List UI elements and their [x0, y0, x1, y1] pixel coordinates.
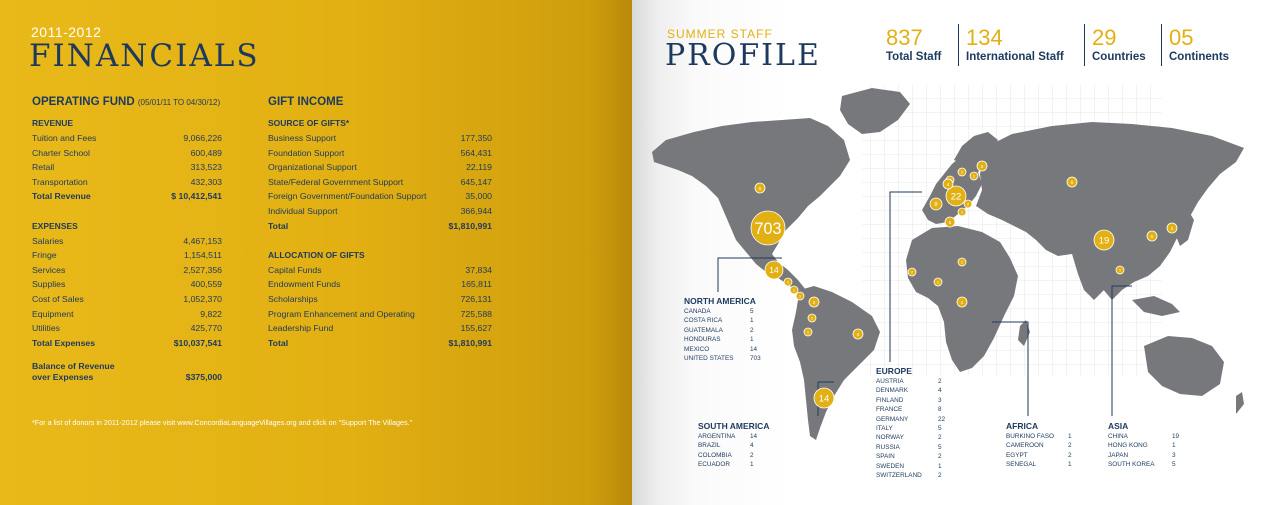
gift-source-value: 645,147: [460, 176, 492, 187]
staff-marker: [930, 198, 942, 210]
staff-marker-label: 1: [786, 279, 790, 285]
staff-marker: [1167, 223, 1177, 233]
gift-allocation-row: [268, 263, 492, 278]
country-count: 2: [938, 453, 942, 461]
expense-value: 425,770: [190, 323, 222, 334]
country-count: 2: [938, 378, 942, 385]
gift-source-value: 22,119: [466, 162, 492, 173]
gift-source-label: Foreign Government/Foundation Support: [268, 191, 427, 202]
gift-source-label: Business Support: [268, 133, 337, 143]
revenue-row: [32, 175, 222, 190]
staff-marker: [804, 328, 812, 336]
staff-marker-label: 1: [798, 293, 802, 299]
country-name: AUSTRIA: [876, 378, 904, 385]
gift-source-value: 564,431: [460, 147, 492, 158]
country-name: GUATEMALA: [684, 326, 723, 334]
revenue-value: 313,523: [190, 162, 222, 173]
expense-value: 9,822: [200, 308, 222, 319]
country-row: [684, 354, 761, 363]
gift-source-label: Organizational Support: [268, 162, 357, 173]
staff-marker: [814, 388, 834, 408]
gift-source-row: [268, 189, 492, 204]
source-total-value: $1,810,991: [448, 220, 492, 231]
staff-marker-label: 2: [810, 315, 814, 321]
staff-marker: [765, 261, 783, 279]
country-name: CANADA: [684, 308, 711, 315]
gift-allocation-value: 726,131: [460, 293, 492, 304]
country-count: 2: [1068, 442, 1072, 450]
staff-marker-label: 2: [966, 201, 970, 207]
expense-value: 4,467,153: [183, 235, 222, 246]
total-expenses-value: $10,037,541: [173, 337, 222, 348]
country-name: MEXICO: [684, 345, 710, 353]
balance-label-line1: Balance of Revenue: [32, 361, 115, 372]
gift-income-title: GIFT INCOME: [268, 96, 344, 108]
region-europe: [876, 365, 950, 480]
stat-label: Countries: [1092, 51, 1146, 63]
country-count: 8: [938, 406, 942, 414]
revenue-value: 432,303: [190, 176, 222, 187]
staff-marker-label: 4: [946, 182, 950, 188]
staff-marker-label: 14: [818, 393, 830, 405]
country-name: BRAZIL: [698, 442, 721, 450]
gift-source-value: 35,000: [465, 191, 492, 202]
country-row: [698, 460, 776, 469]
staff-marker-label: 14: [769, 265, 779, 276]
gift-source-row: [268, 146, 492, 161]
staff-marker: [809, 297, 819, 307]
financials-year: 2011-2012: [31, 24, 102, 40]
staff-marker: [958, 258, 966, 266]
region-title: AFRICA: [1006, 421, 1039, 431]
country-name: RUSSIA: [876, 443, 900, 451]
country-count: 1: [750, 461, 754, 469]
allocation-total-value: $1,810,991: [448, 337, 492, 348]
country-count: 703: [750, 354, 761, 362]
staff-marker-label: 4: [856, 332, 860, 338]
country-name: EGYPT: [1006, 451, 1028, 459]
country-count: 14: [750, 345, 758, 353]
gift-source-row: [268, 204, 492, 219]
country-row: [698, 451, 776, 460]
staff-marker-label: 1: [1118, 267, 1122, 273]
total-revenue-row: [32, 189, 222, 204]
staff-marker-label: 2: [960, 209, 964, 215]
gift-allocation-row: [268, 292, 492, 307]
country-row: [684, 345, 758, 354]
staff-marker: [934, 278, 942, 286]
stat-label: Total Staff: [886, 51, 942, 63]
operating-fund-title: OPERATING FUND: [32, 96, 135, 108]
country-row: [876, 405, 950, 414]
country-count: 2: [750, 326, 754, 334]
staff-marker-label: 1: [792, 287, 796, 293]
allocation-heading: ALLOCATION OF GIFTS: [268, 249, 365, 260]
source-rows: [268, 131, 492, 219]
country-name: UNITED STATES: [684, 354, 734, 362]
staff-marker-label: 3: [1170, 226, 1174, 232]
country-count: 19: [1172, 433, 1180, 440]
gift-source-row: [268, 175, 492, 190]
country-row: [1108, 460, 1180, 469]
expense-label: Equipment: [32, 308, 74, 319]
staff-marker-label: 2: [910, 269, 914, 275]
country-row: [876, 396, 950, 405]
country-count: 1: [1068, 461, 1072, 469]
country-count: 3: [1172, 451, 1176, 459]
country-name: SWEDEN: [876, 462, 905, 470]
staff-marker: [755, 183, 765, 193]
country-name: SWITZERLAND: [876, 471, 922, 479]
australia-shape: [1144, 336, 1224, 396]
country-name: HONDURAS: [684, 336, 721, 344]
expense-value: 2,527,356: [183, 264, 222, 275]
staff-marker: [1067, 177, 1077, 187]
expense-row: [32, 248, 222, 263]
expense-rows: [32, 234, 222, 336]
country-count: 5: [750, 308, 754, 315]
country-count: 2: [938, 471, 942, 479]
country-count: 1: [1068, 433, 1072, 440]
country-count: 4: [938, 387, 942, 395]
region-asia: [1108, 420, 1180, 470]
country-row: [684, 335, 758, 344]
expense-row: [32, 234, 222, 249]
allocation-total-row: [268, 336, 492, 351]
country-row: [1006, 432, 1078, 441]
country-name: NORWAY: [876, 434, 904, 442]
stat-number: 134: [966, 25, 1003, 50]
staff-marker: [853, 329, 863, 339]
expense-label: Utilities: [32, 323, 60, 334]
country-count: 1: [938, 462, 942, 470]
stat-number: 29: [1092, 25, 1117, 50]
expense-value: 400,559: [190, 279, 222, 290]
country-name: ARGENTINA: [698, 433, 736, 440]
country-count: 5: [938, 424, 942, 432]
country-row: [1108, 441, 1180, 450]
revenue-row: [32, 146, 222, 161]
country-name: GERMANY: [876, 415, 909, 423]
gift-allocation-row: [268, 321, 492, 336]
country-count: 2: [1068, 451, 1072, 459]
staff-marker-label: 5: [1150, 234, 1154, 240]
country-row: [1108, 451, 1180, 460]
country-name: ECUADOR: [698, 461, 730, 469]
country-count: 1: [750, 317, 754, 325]
staff-marker-label: 1: [960, 300, 964, 306]
staff-marker-label: 1: [806, 329, 810, 335]
gift-allocation-label: Leadership Fund: [268, 323, 334, 334]
country-name: ITALY: [876, 424, 893, 432]
profile-kicker: SUMMER STAFF: [667, 27, 773, 41]
country-row: [876, 452, 950, 461]
expense-row: [32, 321, 222, 336]
allocation-rows: [268, 263, 492, 336]
staff-marker: [908, 268, 916, 276]
country-row: [1006, 451, 1078, 460]
revenue-value: 9,066,226: [183, 133, 222, 143]
country-count: 1: [750, 336, 754, 344]
country-name: COLOMBIA: [698, 451, 732, 459]
country-row: [876, 471, 950, 480]
region-north-america: [684, 295, 761, 363]
country-name: CHINA: [1108, 433, 1128, 440]
revenue-row: [32, 160, 222, 175]
financials-title: FINANCIALS: [29, 38, 260, 74]
balance-row: [32, 361, 222, 383]
gift-source-value: 366,944: [460, 205, 492, 216]
country-count: 2: [750, 451, 754, 459]
staff-marker-label: 5: [1070, 180, 1074, 186]
staff-marker: [784, 278, 792, 286]
expenses-heading: EXPENSES: [32, 220, 78, 231]
country-name: DENMARK: [876, 387, 908, 395]
operating-fund-column: [32, 95, 222, 383]
staff-marker: [964, 200, 972, 208]
revenue-heading: REVENUE: [32, 118, 74, 128]
country-row: [698, 432, 776, 441]
country-count: 2: [938, 434, 942, 442]
country-count: 14: [750, 433, 758, 440]
gift-allocation-value: 155,627: [460, 323, 492, 334]
staff-marker: [751, 211, 785, 245]
country-count: 4: [750, 442, 754, 450]
country-name: FRANCE: [876, 406, 903, 414]
expense-row: [32, 307, 222, 322]
profile-title: PROFILE: [665, 38, 821, 73]
country-count: 1: [1172, 442, 1176, 450]
expense-value: 1,052,370: [183, 293, 222, 304]
country-count: 22: [938, 415, 946, 423]
staff-marker-label: 703: [754, 220, 782, 239]
country-row: [876, 424, 950, 433]
country-row: [876, 377, 950, 386]
revenue-value: 600,489: [190, 147, 222, 158]
source-total-row: [268, 219, 492, 234]
staff-marker-label: 22: [950, 191, 962, 203]
expense-label: Supplies: [32, 279, 66, 290]
region-africa: [1006, 420, 1078, 470]
staff-marker-label: 3: [980, 164, 984, 170]
staff-marker-label: 8: [934, 202, 938, 209]
region-title: SOUTH AMERICA: [698, 421, 770, 431]
gift-allocation-label: Scholarships: [268, 293, 318, 304]
country-row: [698, 441, 776, 450]
revenue-label: Transportation: [32, 176, 88, 187]
gift-allocation-value: 725,588: [460, 308, 492, 319]
region-south-america: [698, 420, 776, 470]
revenue-rows: [32, 131, 222, 189]
gift-allocation-label: Capital Funds: [268, 264, 322, 275]
country-count: 3: [938, 396, 942, 404]
region-title: NORTH AMERICA: [684, 296, 756, 306]
country-row: [1006, 441, 1078, 450]
gift-source-label: State/Federal Government Support: [268, 176, 404, 187]
country-row: [684, 316, 758, 325]
new-zealand-shape: [1236, 392, 1244, 414]
staff-marker: [977, 161, 987, 171]
expense-row: [32, 292, 222, 307]
country-name: CAMEROON: [1006, 442, 1044, 450]
allocation-total-label: Total: [268, 337, 289, 348]
gift-allocation-row: [268, 277, 492, 292]
country-name: COSTA RICA: [684, 317, 723, 325]
balance-label: [32, 361, 115, 383]
stat-label: International Staff: [966, 51, 1064, 63]
staff-marker: [970, 172, 978, 180]
expense-label: Cost of Sales: [32, 293, 84, 304]
gift-allocation-label: Endowment Funds: [268, 279, 341, 290]
country-row: [876, 443, 950, 452]
balance-label-line2: over Expenses: [32, 372, 94, 383]
staff-marker-label: 1: [972, 173, 976, 179]
total-expenses-label: Total Expenses: [32, 337, 96, 348]
country-count: 5: [938, 443, 942, 451]
expense-row: [32, 277, 222, 292]
country-name: SENEGAL: [1006, 461, 1037, 469]
gift-allocation-value: 37,834: [465, 264, 492, 275]
staff-marker-label: 2: [812, 300, 816, 306]
staff-marker-label: 19: [1098, 235, 1110, 247]
staff-marker-label: 2: [960, 259, 964, 265]
stat-number: 837: [886, 25, 923, 50]
staff-marker-label: 5: [948, 220, 952, 226]
revenue-label: Charter School: [32, 147, 90, 158]
country-name: BURKINO FASO: [1006, 433, 1054, 440]
country-name: SPAIN: [876, 453, 895, 461]
stat-label: Continents: [1169, 51, 1230, 63]
staff-profile-page: [632, 0, 1264, 505]
staff-marker: [958, 208, 966, 216]
staff-marker: [945, 217, 955, 227]
staff-marker: [943, 179, 953, 189]
country-name: SOUTH KOREA: [1108, 461, 1155, 469]
country-row: [876, 433, 950, 442]
gift-allocation-label: Program Enhancement and Operating: [268, 308, 415, 319]
stat-number: 05: [1169, 25, 1194, 50]
expense-label: Fringe: [32, 250, 57, 261]
revenue-label: Retail: [32, 162, 55, 173]
gift-source-row: [268, 131, 492, 146]
country-row: [876, 386, 950, 395]
total-revenue-label: Total Revenue: [32, 191, 91, 202]
expense-row: [32, 263, 222, 278]
gift-allocation-value: 165,811: [461, 279, 492, 290]
north-america-shape: [652, 118, 850, 299]
staff-marker: [1116, 266, 1124, 274]
total-expenses-row: [32, 336, 222, 351]
staff-marker-label: 5: [758, 186, 762, 192]
staff-marker: [1094, 230, 1114, 250]
country-row: [876, 415, 950, 424]
staff-marker: [958, 168, 966, 176]
gift-source-label: Foundation Support: [268, 147, 345, 158]
operating-fund-heading: [32, 95, 222, 116]
country-name: FINLAND: [876, 396, 904, 404]
country-name: HONG KONG: [1108, 442, 1148, 450]
country-row: [684, 326, 758, 335]
country-row: [1108, 432, 1180, 441]
gift-income-column: [268, 95, 492, 350]
region-title: EUROPE: [876, 366, 912, 376]
country-row: [684, 307, 758, 316]
total-revenue-value: $ 10,412,541: [171, 191, 222, 202]
country-count: 5: [1172, 461, 1176, 469]
revenue-label: Tuition and Fees: [32, 133, 97, 143]
operating-fund-period: (05/01/11 TO 04/30/12): [137, 98, 221, 107]
staff-marker: [957, 297, 967, 307]
country-name: JAPAN: [1108, 451, 1129, 459]
staff-marker: [796, 292, 804, 300]
country-row: [1006, 460, 1078, 469]
expense-label: Salaries: [32, 235, 64, 246]
source-of-gifts-heading: SOURCE OF GIFTS*: [268, 118, 350, 128]
staff-marker-label: 2: [960, 169, 964, 175]
gift-allocation-row: [268, 307, 492, 322]
donor-footnote: *For a list of donors in 2011-2012 please visit www.ConcordiaLanguageVillages.org and click on "Support The Villages.": [32, 418, 413, 427]
gift-source-row: [268, 160, 492, 175]
gift-source-value: 177,350: [460, 133, 492, 143]
expense-label: Services: [32, 264, 66, 275]
gift-source-label: Individual Support: [268, 205, 338, 216]
country-row: [876, 462, 950, 471]
staff-marker-label: 1: [936, 279, 940, 285]
region-title: ASIA: [1108, 421, 1129, 431]
expense-value: 1,154,511: [183, 250, 222, 261]
staff-marker: [790, 286, 798, 294]
balance-value: $375,000: [185, 372, 222, 383]
source-total-label: Total: [268, 220, 289, 231]
revenue-row: [32, 131, 222, 146]
staff-marker: [808, 314, 816, 322]
staff-marker: [1147, 231, 1157, 241]
